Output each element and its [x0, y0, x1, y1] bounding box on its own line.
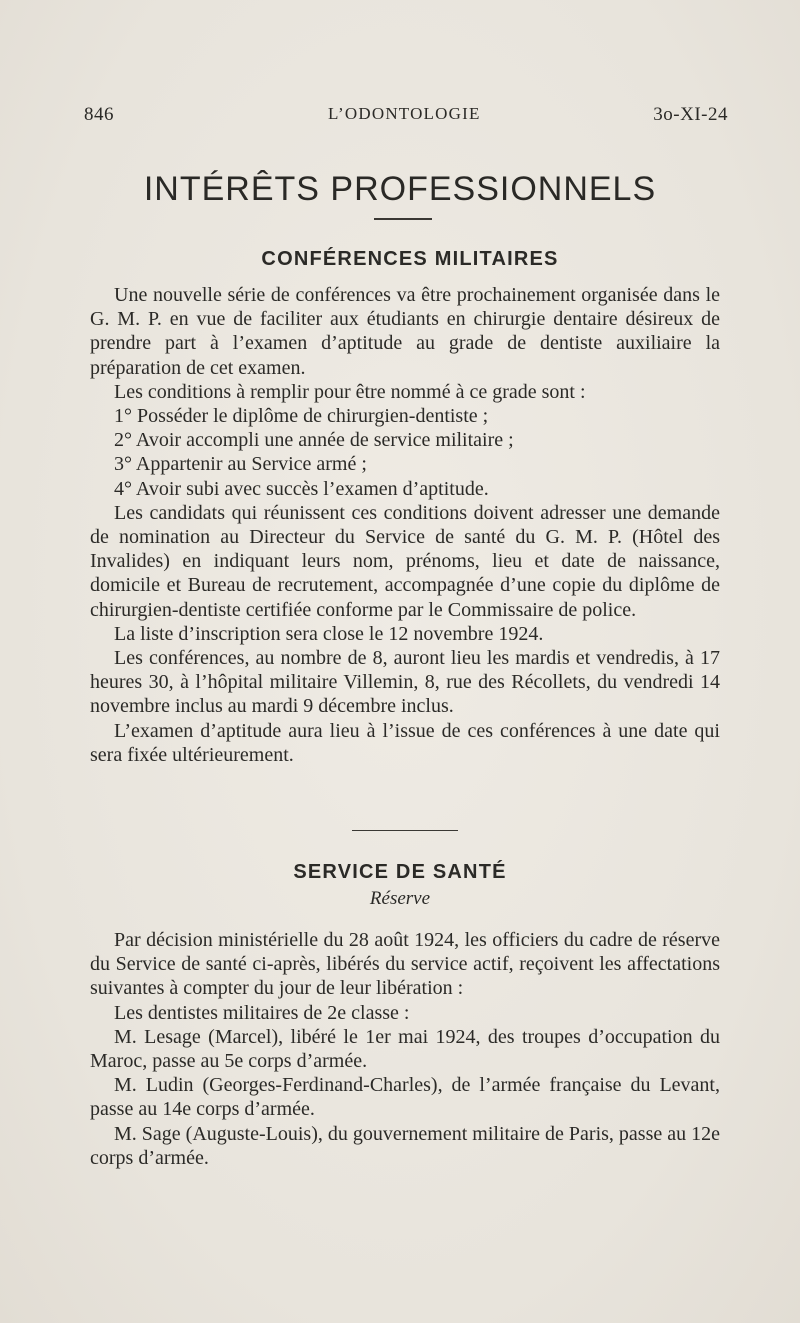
paragraph: Les candidats qui réunissent ces conditions doivent adresser une demande de nomination au Directeur du Service de santé du G. M. P. (Hôtel des Invalides) en indiquant leurs nom, prénoms, lieu et date de naissance, domicile et Bureau de recrutement, accompagnée d’une copie du diplôme de chirurgien-dentiste certifiée conforme par le Commissaire de police. [90, 501, 720, 621]
section-divider [352, 830, 458, 831]
paragraph: Les dentistes militaires de 2e classe : [114, 1001, 410, 1024]
paragraph: Les conditions à remplir pour être nommé à ce grade sont : [114, 380, 586, 403]
paragraph: Une nouvelle série de conférences va être prochainement organisée dans le G. M. P. en vue de faciliter aux étudiants en chirurgie dentaire désireux de prendre part à l’examen d’aptitude au grade de dentiste auxiliaire la préparation de cet examen. [90, 284, 720, 379]
paragraph: Les conférences, au nombre de 8, auront lieu les mardis et vendredis, à 17 heures 30, à l’hôpital militaire Villemin, 8, rue des Récollets, du vendredi 14 novembre inclus au mardi 9 décembre inclus. [90, 647, 720, 718]
paragraph: La liste d’inscription sera close le 12 novembre 1924. [114, 622, 544, 645]
issue-date: 3o-XI-24 [653, 104, 728, 125]
journal-title: L’ODONTOLOGIE [328, 104, 481, 123]
title-divider [374, 218, 432, 220]
list-item: 1° Posséder le diplôme de chirurgien-dentiste ; [114, 405, 489, 428]
paragraph: M. Ludin (Georges-Ferdinand-Charles), de l’armée française du Levant, passe au 14e corps d’armée. [90, 1074, 720, 1121]
section-title: INTÉRÊTS PROFESSIONNELS [143, 170, 657, 208]
list-item: 3° Appartenir au Service armé ; [114, 453, 367, 476]
paragraph: M. Sage (Auguste-Louis), du gouvernement militaire de Paris, passe au 12e corps d’armée. [90, 1122, 720, 1169]
article-subtitle-reserve: Réserve [369, 888, 431, 909]
article-body-conferences [90, 283, 720, 767]
list-item: 2° Avoir accompli une année de service militaire ; [114, 429, 514, 452]
article-title-service-de-sante: SERVICE DE SANTÉ [293, 861, 507, 883]
paragraph: Par décision ministérielle du 28 août 1924, les officiers du cadre de réserve du Service de santé ci-après, libérés du service actif, reçoivent les affectations suivantes à compter du jour de leur libération : [90, 929, 720, 1000]
paragraph: M. Lesage (Marcel), libéré le 1er mai 1924, des troupes d’occupation du Maroc, passe au 5e corps d’armée. [90, 1025, 720, 1073]
article-body-service-de-sante [90, 928, 720, 1170]
list-item: 4° Avoir subi avec succès l’examen d’aptitude. [114, 477, 489, 500]
page-number: 846 [84, 104, 114, 125]
running-header [84, 104, 728, 134]
article-title-conferences: CONFÉRENCES MILITAIRES [261, 248, 559, 270]
paragraph: L’examen d’aptitude aura lieu à l’issue de ces conférences à une date qui sera fixée ultérieurement. [90, 719, 720, 766]
